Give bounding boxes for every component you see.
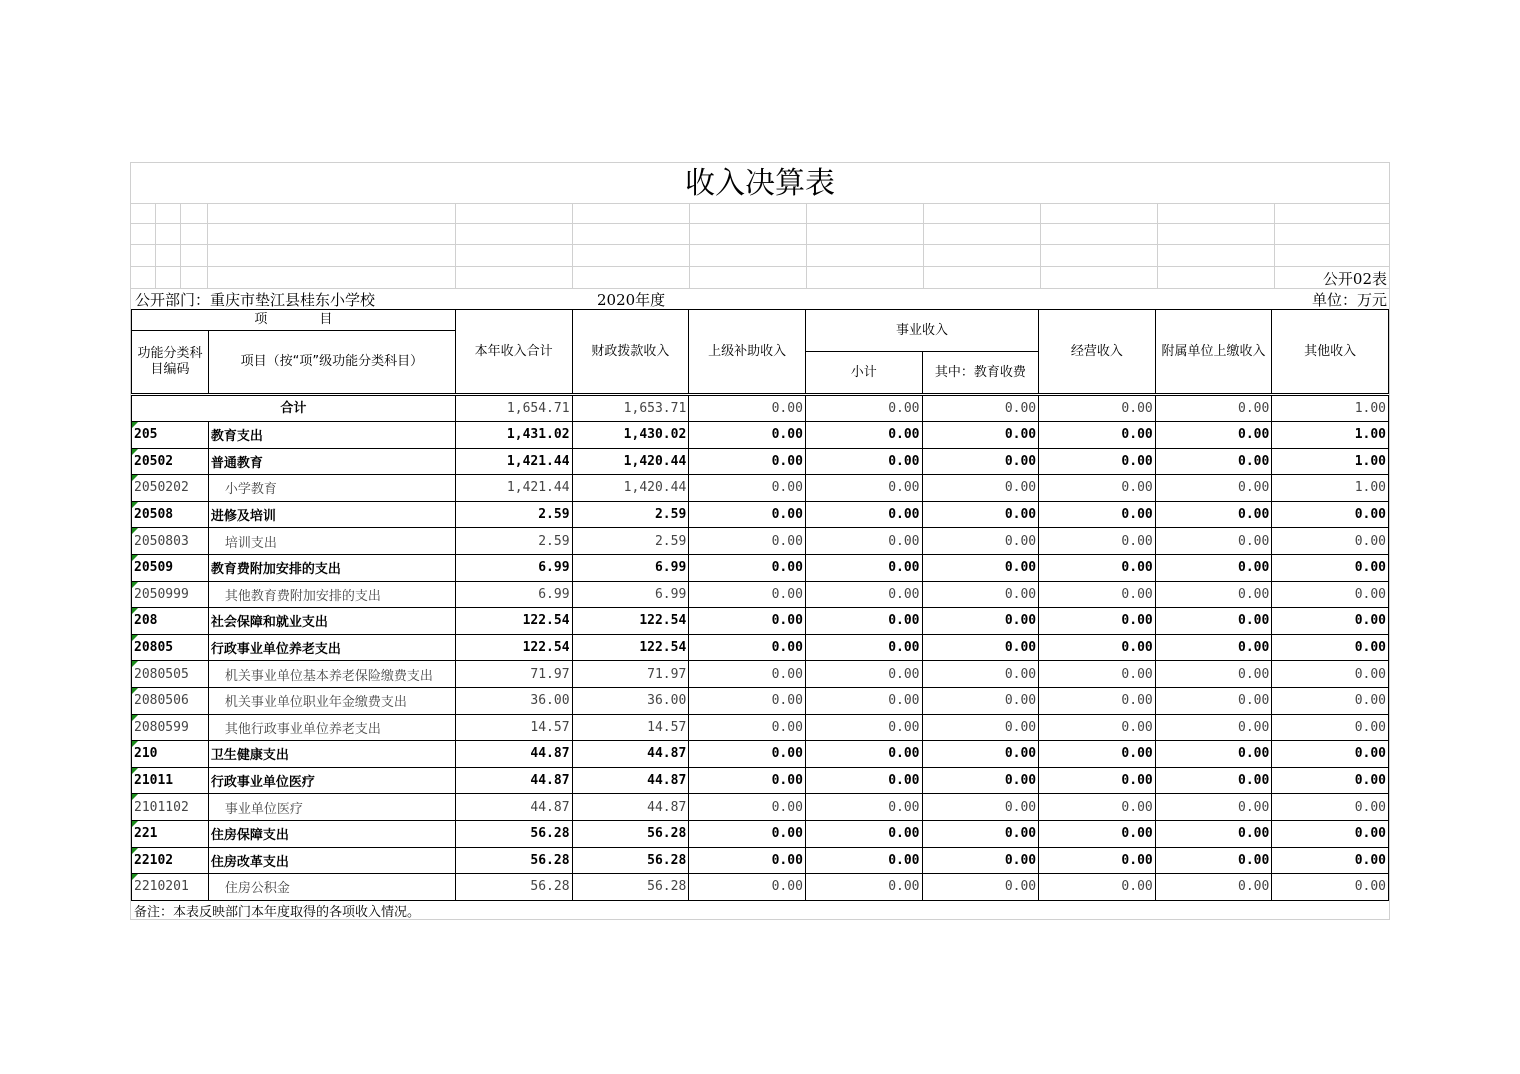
row-value: 0.00 <box>1039 608 1156 635</box>
row-code <box>132 608 209 635</box>
table-row <box>132 794 1389 821</box>
row-value: 0.00 <box>689 475 806 502</box>
grid-line <box>806 203 807 289</box>
grid-line <box>455 203 456 289</box>
form-number: 公开02表 <box>1322 270 1387 288</box>
cell-marker-icon <box>132 715 138 721</box>
row-value: 0.00 <box>1272 847 1389 874</box>
cell-marker-icon <box>132 821 138 827</box>
table-row <box>132 847 1389 874</box>
header-fiscal: 财政拨款收入 <box>572 310 689 394</box>
row-value: 56.28 <box>455 874 572 901</box>
row-value: 1,430.02 <box>572 422 689 449</box>
row-value: 0.00 <box>805 501 922 528</box>
header-item-name: 项目（按“项”级功能分类科目） <box>208 331 455 394</box>
cell-marker-icon <box>132 794 138 800</box>
row-value: 0.00 <box>805 608 922 635</box>
row-value: 0.00 <box>922 874 1039 901</box>
row-value: 0.00 <box>805 422 922 449</box>
grid-line <box>923 203 924 289</box>
table-row <box>132 448 1389 475</box>
row-value: 44.87 <box>572 794 689 821</box>
row-value: 0.00 <box>1272 528 1389 555</box>
department-label: 公开部门：重庆市垫江县桂东小学校 <box>135 291 376 309</box>
blank-grid-row <box>131 223 1389 245</box>
row-code <box>132 874 209 901</box>
cell-marker-icon <box>132 741 138 747</box>
row-code <box>132 581 209 608</box>
row-value: 0.00 <box>1155 767 1272 794</box>
row-value: 0.00 <box>922 634 1039 661</box>
row-value: 0.00 <box>1272 661 1389 688</box>
row-value: 56.28 <box>455 847 572 874</box>
row-value: 0.00 <box>1155 448 1272 475</box>
total-cell: 0.00 <box>689 396 806 422</box>
income-table <box>131 309 1389 901</box>
row-value: 0.00 <box>1039 687 1156 714</box>
row-value: 1,431.02 <box>455 422 572 449</box>
row-value: 0.00 <box>922 847 1039 874</box>
blank-grid-row <box>131 244 1389 267</box>
header-other: 其他收入 <box>1272 310 1389 394</box>
row-code-text: 20508 <box>134 507 174 523</box>
cell-marker-icon <box>132 555 138 561</box>
row-name: 小学教育 <box>208 475 455 502</box>
row-value: 0.00 <box>689 874 806 901</box>
table-row <box>132 741 1389 768</box>
row-value: 71.97 <box>455 661 572 688</box>
row-value: 0.00 <box>805 661 922 688</box>
row-value: 0.00 <box>922 661 1039 688</box>
table-row <box>132 634 1389 661</box>
row-name: 卫生健康支出 <box>208 741 455 768</box>
grid-line <box>1274 203 1275 289</box>
row-value: 6.99 <box>455 554 572 581</box>
row-value: 44.87 <box>572 741 689 768</box>
row-code-text: 2080505 <box>134 666 189 682</box>
row-value: 2.59 <box>572 501 689 528</box>
row-value: 44.87 <box>455 794 572 821</box>
row-value: 0.00 <box>689 794 806 821</box>
row-value: 0.00 <box>689 501 806 528</box>
row-value: 56.28 <box>572 874 689 901</box>
table-row <box>132 661 1389 688</box>
row-value: 0.00 <box>689 448 806 475</box>
header-operating: 经营收入 <box>1039 310 1156 394</box>
grid-line <box>155 203 156 289</box>
row-code-text: 20805 <box>134 640 174 656</box>
row-value: 0.00 <box>805 767 922 794</box>
row-value: 0.00 <box>1272 634 1389 661</box>
row-value: 122.54 <box>572 634 689 661</box>
row-value: 0.00 <box>1155 714 1272 741</box>
table-row <box>132 820 1389 847</box>
row-value: 44.87 <box>455 741 572 768</box>
row-value: 0.00 <box>805 528 922 555</box>
row-code-text: 2080599 <box>134 719 189 735</box>
grid-line <box>1040 203 1041 289</box>
row-value: 0.00 <box>1039 874 1156 901</box>
row-code <box>132 741 209 768</box>
row-name: 其他教育费附加安排的支出 <box>208 581 455 608</box>
row-name: 教育支出 <box>208 422 455 449</box>
grid-line <box>689 203 690 289</box>
row-value: 0.00 <box>689 554 806 581</box>
row-value: 0.00 <box>922 741 1039 768</box>
row-value: 1,421.44 <box>455 448 572 475</box>
row-value: 0.00 <box>1155 661 1272 688</box>
row-value: 0.00 <box>689 687 806 714</box>
cell-marker-icon <box>132 502 138 508</box>
row-name: 住房改革支出 <box>208 847 455 874</box>
row-code <box>132 714 209 741</box>
row-value: 0.00 <box>922 608 1039 635</box>
row-value: 0.00 <box>1039 847 1156 874</box>
row-value: 0.00 <box>922 501 1039 528</box>
row-value: 0.00 <box>689 820 806 847</box>
total-cell: 0.00 <box>1039 396 1156 422</box>
row-value: 0.00 <box>1272 714 1389 741</box>
row-value: 0.00 <box>1039 741 1156 768</box>
row-name: 其他行政事业单位养老支出 <box>208 714 455 741</box>
table-row <box>132 581 1389 608</box>
row-code <box>132 847 209 874</box>
row-code-text: 210 <box>134 746 158 762</box>
row-value: 36.00 <box>455 687 572 714</box>
total-cell: 1,654.71 <box>455 396 572 422</box>
row-name: 培训支出 <box>208 528 455 555</box>
cell-marker-icon <box>132 768 138 774</box>
row-value: 6.99 <box>572 554 689 581</box>
row-value: 0.00 <box>1155 528 1272 555</box>
header-item-group: 项 目 <box>132 310 456 331</box>
footnote: 备注：本表反映部门本年度取得的各项收入情况。 <box>134 905 421 920</box>
row-value: 0.00 <box>1155 554 1272 581</box>
header-affiliated: 附属单位上缴收入 <box>1155 310 1272 394</box>
header-total: 本年收入合计 <box>455 310 572 394</box>
row-value: 0.00 <box>805 634 922 661</box>
cell-marker-icon <box>132 422 138 428</box>
income-statement-sheet <box>130 162 1390 920</box>
row-code <box>132 422 209 449</box>
header-business-group: 事业收入 <box>805 310 1038 352</box>
row-value: 56.28 <box>572 820 689 847</box>
row-value: 0.00 <box>1039 581 1156 608</box>
row-value: 0.00 <box>1039 794 1156 821</box>
cell-marker-icon <box>132 608 138 614</box>
row-code <box>132 448 209 475</box>
cell-marker-icon <box>132 635 138 641</box>
row-value: 0.00 <box>1039 448 1156 475</box>
table-row <box>132 501 1389 528</box>
row-code-text: 221 <box>134 826 158 842</box>
row-value: 122.54 <box>455 608 572 635</box>
row-name: 社会保障和就业支出 <box>208 608 455 635</box>
row-name: 普通教育 <box>208 448 455 475</box>
row-value: 2.59 <box>455 528 572 555</box>
row-value: 122.54 <box>572 608 689 635</box>
row-name: 事业单位医疗 <box>208 794 455 821</box>
row-value: 0.00 <box>1155 874 1272 901</box>
row-value: 1,420.44 <box>572 448 689 475</box>
row-value: 0.00 <box>1272 581 1389 608</box>
row-value: 0.00 <box>1155 475 1272 502</box>
fiscal-year: 2020年度 <box>597 291 666 309</box>
row-code <box>132 820 209 847</box>
row-code-text: 2050202 <box>134 480 189 496</box>
row-value: 0.00 <box>1272 741 1389 768</box>
cell-marker-icon <box>132 688 138 694</box>
row-code <box>132 475 209 502</box>
row-code-text: 205 <box>134 427 158 443</box>
row-value: 14.57 <box>455 714 572 741</box>
row-value: 0.00 <box>805 554 922 581</box>
row-value: 0.00 <box>1155 741 1272 768</box>
row-value: 0.00 <box>1155 581 1272 608</box>
row-value: 0.00 <box>922 794 1039 821</box>
unit-label: 单位：万元 <box>1311 291 1387 309</box>
row-value: 71.97 <box>572 661 689 688</box>
row-value: 0.00 <box>922 820 1039 847</box>
row-value: 1.00 <box>1272 448 1389 475</box>
row-value: 0.00 <box>1039 528 1156 555</box>
row-code-text: 2210201 <box>134 879 189 895</box>
row-code <box>132 501 209 528</box>
table-row <box>132 422 1389 449</box>
row-value: 0.00 <box>922 422 1039 449</box>
row-code-text: 20502 <box>134 453 174 469</box>
cell-marker-icon <box>132 475 138 481</box>
row-name: 进修及培训 <box>208 501 455 528</box>
row-value: 1,420.44 <box>572 475 689 502</box>
row-value: 0.00 <box>689 528 806 555</box>
grid-line <box>572 203 573 289</box>
table-row <box>132 554 1389 581</box>
row-value: 0.00 <box>1155 820 1272 847</box>
row-value: 56.28 <box>572 847 689 874</box>
row-value: 0.00 <box>805 714 922 741</box>
row-code <box>132 554 209 581</box>
table-row <box>132 767 1389 794</box>
row-value: 0.00 <box>805 581 922 608</box>
total-cell: 0.00 <box>805 396 922 422</box>
table-row <box>132 874 1389 901</box>
row-value: 0.00 <box>1272 501 1389 528</box>
total-cell: 0.00 <box>922 396 1039 422</box>
row-name: 行政事业单位医疗 <box>208 767 455 794</box>
total-cell: 1,653.71 <box>572 396 689 422</box>
row-value: 0.00 <box>689 581 806 608</box>
row-code <box>132 661 209 688</box>
row-value: 0.00 <box>1039 661 1156 688</box>
row-value: 6.99 <box>455 581 572 608</box>
row-name: 住房保障支出 <box>208 820 455 847</box>
row-value: 0.00 <box>805 475 922 502</box>
row-value: 6.99 <box>572 581 689 608</box>
row-name: 住房公积金 <box>208 874 455 901</box>
blank-grid-row <box>131 266 1389 289</box>
row-value: 0.00 <box>1272 687 1389 714</box>
row-value: 0.00 <box>689 714 806 741</box>
row-value: 0.00 <box>805 794 922 821</box>
row-code <box>132 794 209 821</box>
row-value: 0.00 <box>1039 634 1156 661</box>
row-value: 0.00 <box>689 661 806 688</box>
row-value: 44.87 <box>572 767 689 794</box>
cell-marker-icon <box>132 528 138 534</box>
sheet-title: 收入决算表 <box>131 163 1389 204</box>
row-value: 0.00 <box>1039 554 1156 581</box>
header-subtotal: 小计 <box>805 352 922 394</box>
row-value: 36.00 <box>572 687 689 714</box>
row-value: 0.00 <box>689 422 806 449</box>
row-value: 1.00 <box>1272 475 1389 502</box>
table-row <box>132 528 1389 555</box>
row-code-text: 208 <box>134 613 158 629</box>
row-value: 0.00 <box>805 741 922 768</box>
row-value: 0.00 <box>1039 475 1156 502</box>
row-value: 0.00 <box>1155 794 1272 821</box>
row-code-text: 2080506 <box>134 693 189 709</box>
row-value: 122.54 <box>455 634 572 661</box>
row-code-text: 21011 <box>134 773 174 789</box>
row-value: 0.00 <box>689 608 806 635</box>
row-code <box>132 767 209 794</box>
total-label: 合计 <box>132 396 456 422</box>
row-value: 0.00 <box>689 847 806 874</box>
row-value: 0.00 <box>1039 422 1156 449</box>
row-value: 0.00 <box>805 448 922 475</box>
row-value: 0.00 <box>922 581 1039 608</box>
row-code <box>132 687 209 714</box>
grid-line <box>207 203 208 289</box>
row-value: 0.00 <box>922 714 1039 741</box>
cell-marker-icon <box>132 874 138 880</box>
row-value: 0.00 <box>922 448 1039 475</box>
row-value: 0.00 <box>1155 847 1272 874</box>
row-value: 1.00 <box>1272 422 1389 449</box>
row-value: 14.57 <box>572 714 689 741</box>
row-value: 0.00 <box>1155 634 1272 661</box>
row-value: 0.00 <box>1039 820 1156 847</box>
table-row <box>132 475 1389 502</box>
row-value: 0.00 <box>1039 714 1156 741</box>
blank-grid-row <box>131 203 1389 224</box>
total-cell: 1.00 <box>1272 396 1389 422</box>
row-value: 0.00 <box>1155 608 1272 635</box>
cell-marker-icon <box>132 661 138 667</box>
row-value: 0.00 <box>1272 794 1389 821</box>
row-code-text: 2101102 <box>134 799 189 815</box>
total-row <box>132 396 1389 422</box>
row-code-text: 20509 <box>134 560 174 576</box>
row-name: 行政事业单位养老支出 <box>208 634 455 661</box>
header-superior: 上级补助收入 <box>689 310 806 394</box>
row-value: 0.00 <box>805 687 922 714</box>
row-code <box>132 634 209 661</box>
row-value: 0.00 <box>1155 422 1272 449</box>
row-value: 0.00 <box>922 687 1039 714</box>
row-value: 0.00 <box>1039 501 1156 528</box>
table-row <box>132 714 1389 741</box>
row-value: 0.00 <box>922 554 1039 581</box>
row-value: 0.00 <box>922 767 1039 794</box>
row-value: 0.00 <box>1155 501 1272 528</box>
cell-marker-icon <box>132 449 138 455</box>
table-rows <box>132 422 1389 901</box>
header-edu-fee: 其中：教育收费 <box>922 352 1039 394</box>
row-value: 0.00 <box>1272 820 1389 847</box>
header-func-code: 功能分类科目编码 <box>132 331 209 394</box>
row-value: 0.00 <box>805 847 922 874</box>
cell-marker-icon <box>132 582 138 588</box>
row-value: 0.00 <box>805 874 922 901</box>
row-value: 0.00 <box>689 634 806 661</box>
row-value: 0.00 <box>1039 767 1156 794</box>
grid-line <box>180 203 181 289</box>
table-row <box>132 687 1389 714</box>
row-name: 机关事业单位基本养老保险缴费支出 <box>208 661 455 688</box>
row-value: 44.87 <box>455 767 572 794</box>
row-value: 0.00 <box>922 528 1039 555</box>
row-code-text: 2050999 <box>134 586 189 602</box>
row-name: 教育费附加安排的支出 <box>208 554 455 581</box>
row-name: 机关事业单位职业年金缴费支出 <box>208 687 455 714</box>
row-value: 2.59 <box>455 501 572 528</box>
row-value: 0.00 <box>1272 608 1389 635</box>
row-code-text: 22102 <box>134 852 174 868</box>
row-value: 56.28 <box>455 820 572 847</box>
row-value: 1,421.44 <box>455 475 572 502</box>
total-cell: 0.00 <box>1155 396 1272 422</box>
row-code-text: 2050803 <box>134 533 189 549</box>
cell-marker-icon <box>132 848 138 854</box>
row-value: 0.00 <box>1272 554 1389 581</box>
row-value: 0.00 <box>689 767 806 794</box>
row-value: 0.00 <box>689 741 806 768</box>
row-code <box>132 528 209 555</box>
table-row <box>132 608 1389 635</box>
row-value: 0.00 <box>922 475 1039 502</box>
row-value: 2.59 <box>572 528 689 555</box>
row-value: 0.00 <box>805 820 922 847</box>
grid-line <box>1157 203 1158 289</box>
row-value: 0.00 <box>1272 874 1389 901</box>
row-value: 0.00 <box>1155 687 1272 714</box>
row-value: 0.00 <box>1272 767 1389 794</box>
